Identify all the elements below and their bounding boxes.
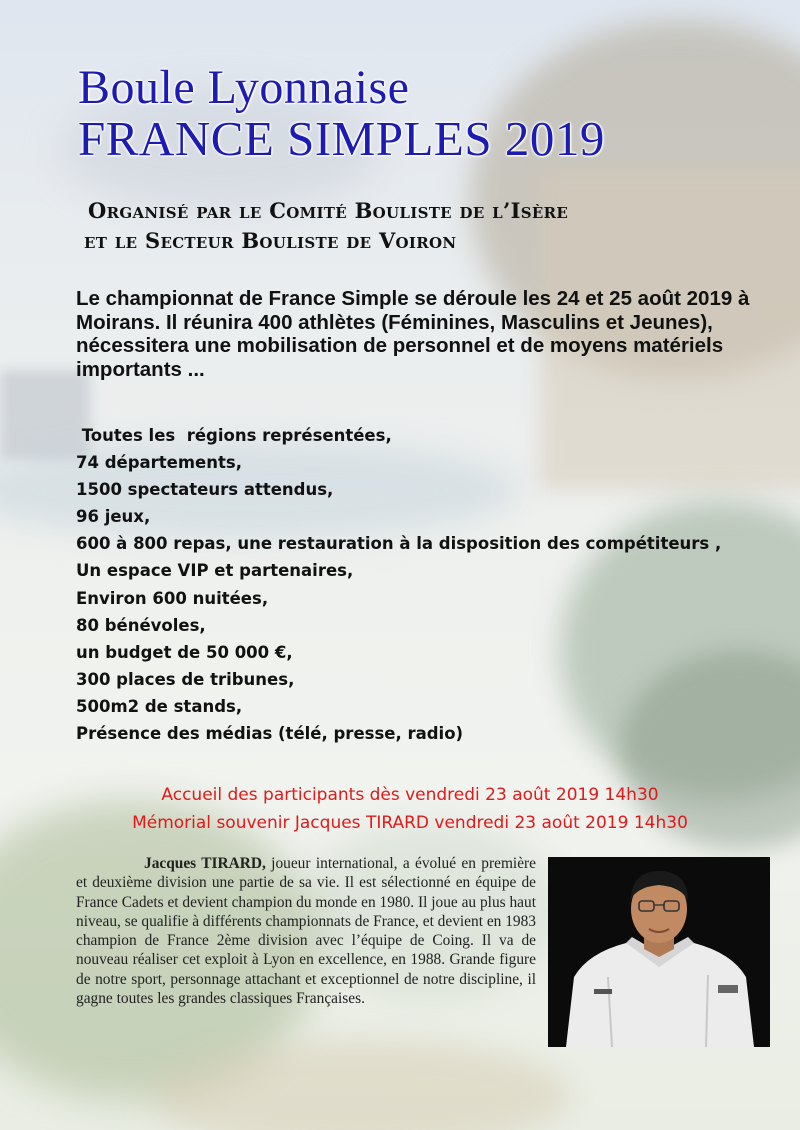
- fact-item: Un espace VIP et partenaires,: [76, 561, 354, 581]
- biography-name: Jacques TIRARD,: [144, 855, 266, 872]
- announcement-reception: Accueil des participants dès vendredi 23 août 2019 14h30: [161, 785, 659, 805]
- fact-item: 74 départements,: [76, 453, 242, 473]
- fact-item: 80 bénévoles,: [76, 615, 206, 635]
- organizer-line-1: Organisé par le Comité Bouliste de l’Isère: [88, 198, 569, 223]
- title-line-1: Boule Lyonnaise: [78, 61, 410, 114]
- fact-item: 300 places de tribunes,: [76, 669, 295, 689]
- intro-paragraph: Le championnat de France Simple se déroule les 24 et 25 août 2019 à Moirans. Il réunira 400 athlètes (Féminines, Masculins et Jeunes), nécessitera une mobilisation de personnel et de moyens matériels importants ...: [76, 287, 750, 381]
- fact-item: 96 jeux,: [76, 507, 151, 527]
- biography-text: joueur international, a évolué en première et deuxième division une partie de sa vie. Il est sélectionné en équipe de France Cadets et devient champion du monde en 1980. Il joue au plus haut niveau, se qualifie à différents championnats de France, et devient en 1983 champion de France 2ème division avec l’équipe de Coing. Il va de nouveau réaliser cet exploit à Lyon en excellence, en 1988. Grande figure de notre sport, personnage attachant et exceptionnel de notre discipline, il gagne toutes les grandes classiques Françaises.: [76, 855, 536, 1008]
- announcement-memorial: Mémorial souvenir Jacques TIRARD vendredi 23 août 2019 14h30: [132, 813, 688, 833]
- organizer-line-2: et le Secteur Bouliste de Voiron: [84, 228, 457, 253]
- portrait-illustration: [548, 857, 770, 1047]
- facts-list: [76, 422, 721, 747]
- fact-item: un budget de 50 000 €,: [76, 642, 293, 662]
- fact-item: 500m2 de stands,: [76, 696, 243, 716]
- biography-paragraph: [76, 854, 536, 1008]
- fact-item: Environ 600 nuitées,: [76, 588, 269, 608]
- fact-item: Toutes les régions représentées,: [76, 426, 392, 445]
- fact-item: 1500 spectateurs attendus,: [76, 480, 334, 500]
- fact-item: 600 à 800 repas, une restauration à la disposition des compétiteurs ,: [76, 534, 722, 554]
- title-line-2: FRANCE SIMPLES 2019: [78, 111, 605, 166]
- fact-item: Présence des médias (télé, presse, radio): [76, 724, 464, 744]
- portrait-photo: [548, 857, 770, 1047]
